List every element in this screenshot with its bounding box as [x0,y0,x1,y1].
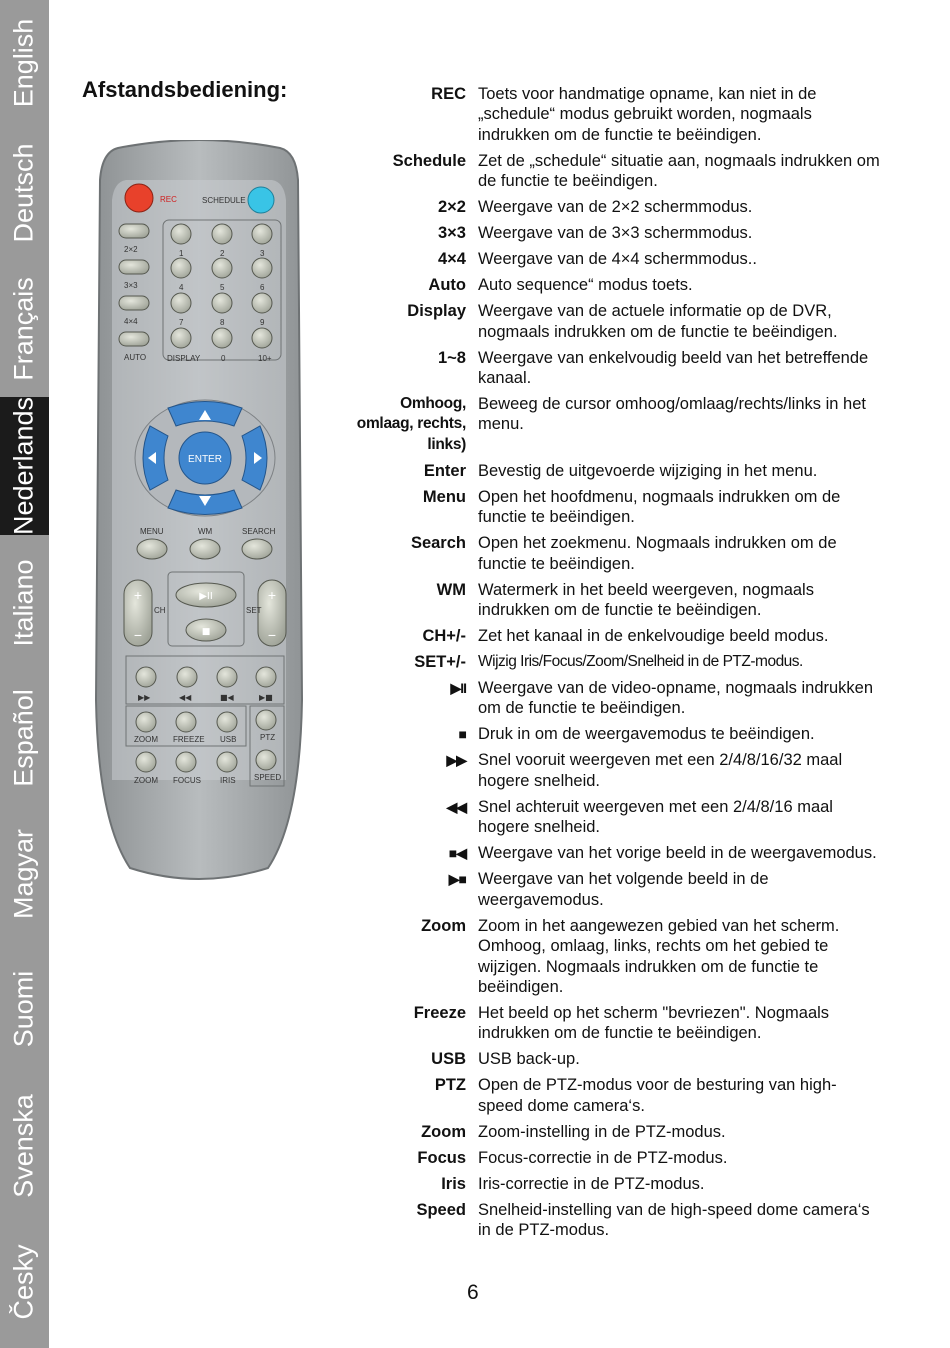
button-description: Zoom-instelling in de PTZ-modus. [478,1122,726,1141]
play-pause-icon: ▶II [450,680,466,697]
list-item [340,724,880,744]
list-item [340,487,880,528]
svg-text:+: + [133,587,143,603]
svg-text:+: + [267,587,277,603]
language-tab-label: Česky [8,1244,39,1320]
usb-label: USB [220,735,237,744]
button-description: Druk in om de weergavemodus te beëindigen. [478,725,815,744]
language-tab-francais[interactable] [0,260,49,397]
rec-label: REC [160,195,177,204]
list-item [340,223,880,243]
button-name: PTZ [434,1076,466,1095]
play-pause-icon: ▶II [199,591,213,602]
button-description: Zet de „schedule“ situatie aan, nogmaals indrukken om de functie te beëindigen. [478,151,880,191]
button-name: CH+/- [422,627,466,646]
language-tab-espanol[interactable] [0,670,49,805]
speed-label: SPEED [254,773,282,782]
rewind-icon: ◀◀ [179,693,192,702]
button-description: Iris-correctie in de PTZ-modus. [478,1174,705,1193]
fast-forward-icon: ▶▶ [446,752,466,769]
button-description: Open de PTZ-modus voor de besturing van high-speed dome camera‘s. [478,1076,837,1115]
button-name: 4×4 [438,250,466,269]
button-description: Snel achteruit weergeven met een 2/4/8/16 maal hogere snelheid. [478,797,833,837]
mode-label: 2×2 [124,245,138,254]
button-name: Search [410,534,466,553]
list-item [340,1174,880,1194]
language-tab-deutsch[interactable] [0,126,49,260]
digit-label: 0 [221,354,226,363]
digit-label: 4 [179,283,184,292]
list-item [340,197,880,217]
ch-label: CH [154,606,166,615]
list-item [340,1003,880,1044]
list-item [340,916,880,998]
list-item [340,249,880,269]
list-item [340,394,880,455]
schedule-button [248,187,274,213]
button-description: Weergave van de 3×3 schermmodus. [478,224,753,243]
rewind-icon: ◀◀ [446,798,466,815]
digit-label: 3 [260,249,265,258]
language-tab-suomi[interactable] [0,942,49,1076]
button-description-list [340,84,880,1246]
set-label: SET [246,606,262,615]
button-description: Weergave van de video-opname, nogmaals indrukken om de functie te beëindigen. [478,679,874,718]
iris-label: IRIS [220,776,236,785]
digit-label: 7 [179,318,184,327]
button-description: Zet het kanaal in de enkelvoudige beeld modus. [478,627,829,646]
list-item [340,750,880,791]
button-description: Beweeg de cursor omhoog/omlaag/rechts/links in het menu. [478,395,866,434]
button-description: Toets voor handmatige opname, kan niet in de „schedule“ modus gebruikt worden, nogmaals indrukken om de functie te beëindigen. [478,85,817,144]
button-description: Weergave van enkelvoudig beeld van het betreffende kanaal. [478,348,869,388]
digit-label: 1 [179,249,184,258]
svg-text:−: − [267,627,277,643]
next-frame-icon: ▶■ [259,693,273,702]
digit-label: 6 [260,283,265,292]
svg-text:−: − [133,627,143,643]
list-item [340,84,880,145]
button-description: Het beeld op het scherm "bevriezen". Nogmaals indrukken om de functie te beëindigen. [478,1003,830,1043]
language-tab-label: Français [8,276,39,381]
digit-label: DISPLAY [167,354,201,363]
button-name: Speed [416,1200,466,1219]
ptz-label: PTZ [260,733,276,742]
menu-label: MENU [140,527,164,536]
button-name: Focus [417,1148,466,1167]
button-description: Open het zoekmenu. Nogmaals indrukken om de functie te beëindigen. [478,534,837,573]
button-name: REC [431,85,466,103]
previous-frame-icon: ■◀ [448,845,466,862]
list-item [340,869,880,910]
button-description: Focus-correctie in de PTZ-modus. [478,1148,728,1167]
list-item [340,151,880,192]
list-item [340,301,880,342]
language-tab-label: Suomi [8,970,39,1048]
button-name: Schedule [392,151,466,170]
list-item [340,678,880,719]
enter-label: ENTER [188,454,222,465]
list-item [340,1049,880,1069]
button-name: SET+/- [414,653,466,672]
freeze-label: FREEZE [173,735,205,744]
page-number: 6 [467,1281,479,1304]
button-description: Weergave van de 4×4 schermmodus.. [478,250,757,269]
digit-label: 8 [220,318,225,327]
focus-label: FOCUS [173,776,201,785]
language-tab-svenska[interactable] [0,1076,49,1216]
language-tab-italiano[interactable] [0,535,49,670]
language-tab-label: English [8,18,39,108]
button-name: Auto [428,276,466,295]
button-description: Watermerk in het beeld weergeven, nogmaals indrukken om de functie te beëindigen. [478,580,814,620]
button-name: Menu [422,487,466,506]
button-name: USB [431,1050,466,1069]
button-name: Zoom [421,916,466,935]
search-label: SEARCH [242,527,276,536]
button-description: Weergave van het vorige beeld in de weergavemodus. [478,844,877,863]
button-description: Weergave van de actuele informatie op de DVR, nogmaals indrukken om de functie te beëindigen. [478,302,838,341]
button-description: Zoom in het aangewezen gebied van het scherm. Omhoog, omlaag, links, rechts om het gebied te wijzigen. Nogmaals indrukken om de functie te beëindigen. [478,916,840,996]
mode-label: 3×3 [124,281,138,290]
zoom-label: ZOOM [134,735,158,744]
language-tab-label: Deutsch [8,143,39,243]
button-name: 2×2 [438,198,466,217]
digit-label: 5 [220,283,225,292]
digit-label: 9 [260,318,265,327]
button-description: Auto sequence“ modus toets. [478,276,693,295]
fast-forward-icon: ▶▶ [138,693,151,702]
list-item [340,843,880,863]
stop-icon: ■ [201,627,211,637]
list-item [340,1075,880,1116]
menu-row [137,527,276,559]
list-item [340,533,880,574]
mode-label: AUTO [124,353,147,362]
button-name: 3×3 [438,224,466,243]
language-tab-label: Magyar [8,828,39,919]
button-name: 1~8 [438,348,466,367]
language-tab-label: Svenska [8,1094,39,1198]
button-description: USB back-up. [478,1050,580,1069]
language-tab-cesky[interactable] [0,1216,49,1348]
schedule-label: SCHEDULE [202,196,246,205]
button-description: Open het hoofdmenu, nogmaals indrukken om de functie te beëindigen. [478,487,841,527]
language-tab-nederlands[interactable] [0,397,49,535]
digit-label: 2 [220,249,225,258]
rec-button [125,184,153,212]
language-sidebar [0,0,49,1348]
digit-label: 10+ [258,354,272,363]
button-name: Iris [441,1174,466,1193]
remote-control-illustration [88,140,310,882]
next-frame-icon: ▶■ [448,871,466,888]
language-tab-label: Español [8,688,39,787]
page-heading: Afstandsbediening: [82,77,288,102]
button-name: Freeze [413,1003,466,1022]
list-item [340,1148,880,1168]
list-item [340,461,880,481]
list-item [340,797,880,838]
button-name: Enter [423,461,466,480]
list-item [340,652,880,672]
previous-frame-icon: ■◀ [220,693,234,702]
zoom-label: ZOOM [134,776,158,785]
list-item [340,1122,880,1142]
button-name: Zoom [421,1122,466,1141]
button-description: Weergave van het volgende beeld in de weergavemodus. [478,870,769,909]
wm-label: WM [198,527,213,536]
mode-label: 4×4 [124,317,138,326]
button-description: Weergave van de 2×2 schermmodus. [478,198,753,217]
language-tab-magyar[interactable] [0,805,49,942]
language-tab-english[interactable] [0,0,49,126]
list-item [340,348,880,389]
list-item [340,1200,880,1241]
stop-icon: ■ [458,726,466,743]
list-item [340,580,880,621]
button-name: Omhoog, omlaag, rechts, links) [356,395,466,453]
list-item [340,275,880,295]
button-name: Display [407,302,466,321]
button-description: Wijzig Iris/Focus/Zoom/Snelheid in de PTZ-modus. [478,653,803,671]
language-tab-label: Nederlands [8,396,39,536]
language-tab-label: Italiano [8,558,39,647]
navigation-pad [135,400,275,516]
button-description: Bevestig de uitgevoerde wijziging in het menu. [478,461,818,480]
button-name: WM [436,580,466,599]
list-item [340,626,880,646]
button-description: Snelheid-instelling van de high-speed dome camera‘s in de PTZ-modus. [478,1200,870,1240]
button-description: Snel vooruit weergeven met een 2/4/8/16/32 maal hogere snelheid. [478,751,843,790]
